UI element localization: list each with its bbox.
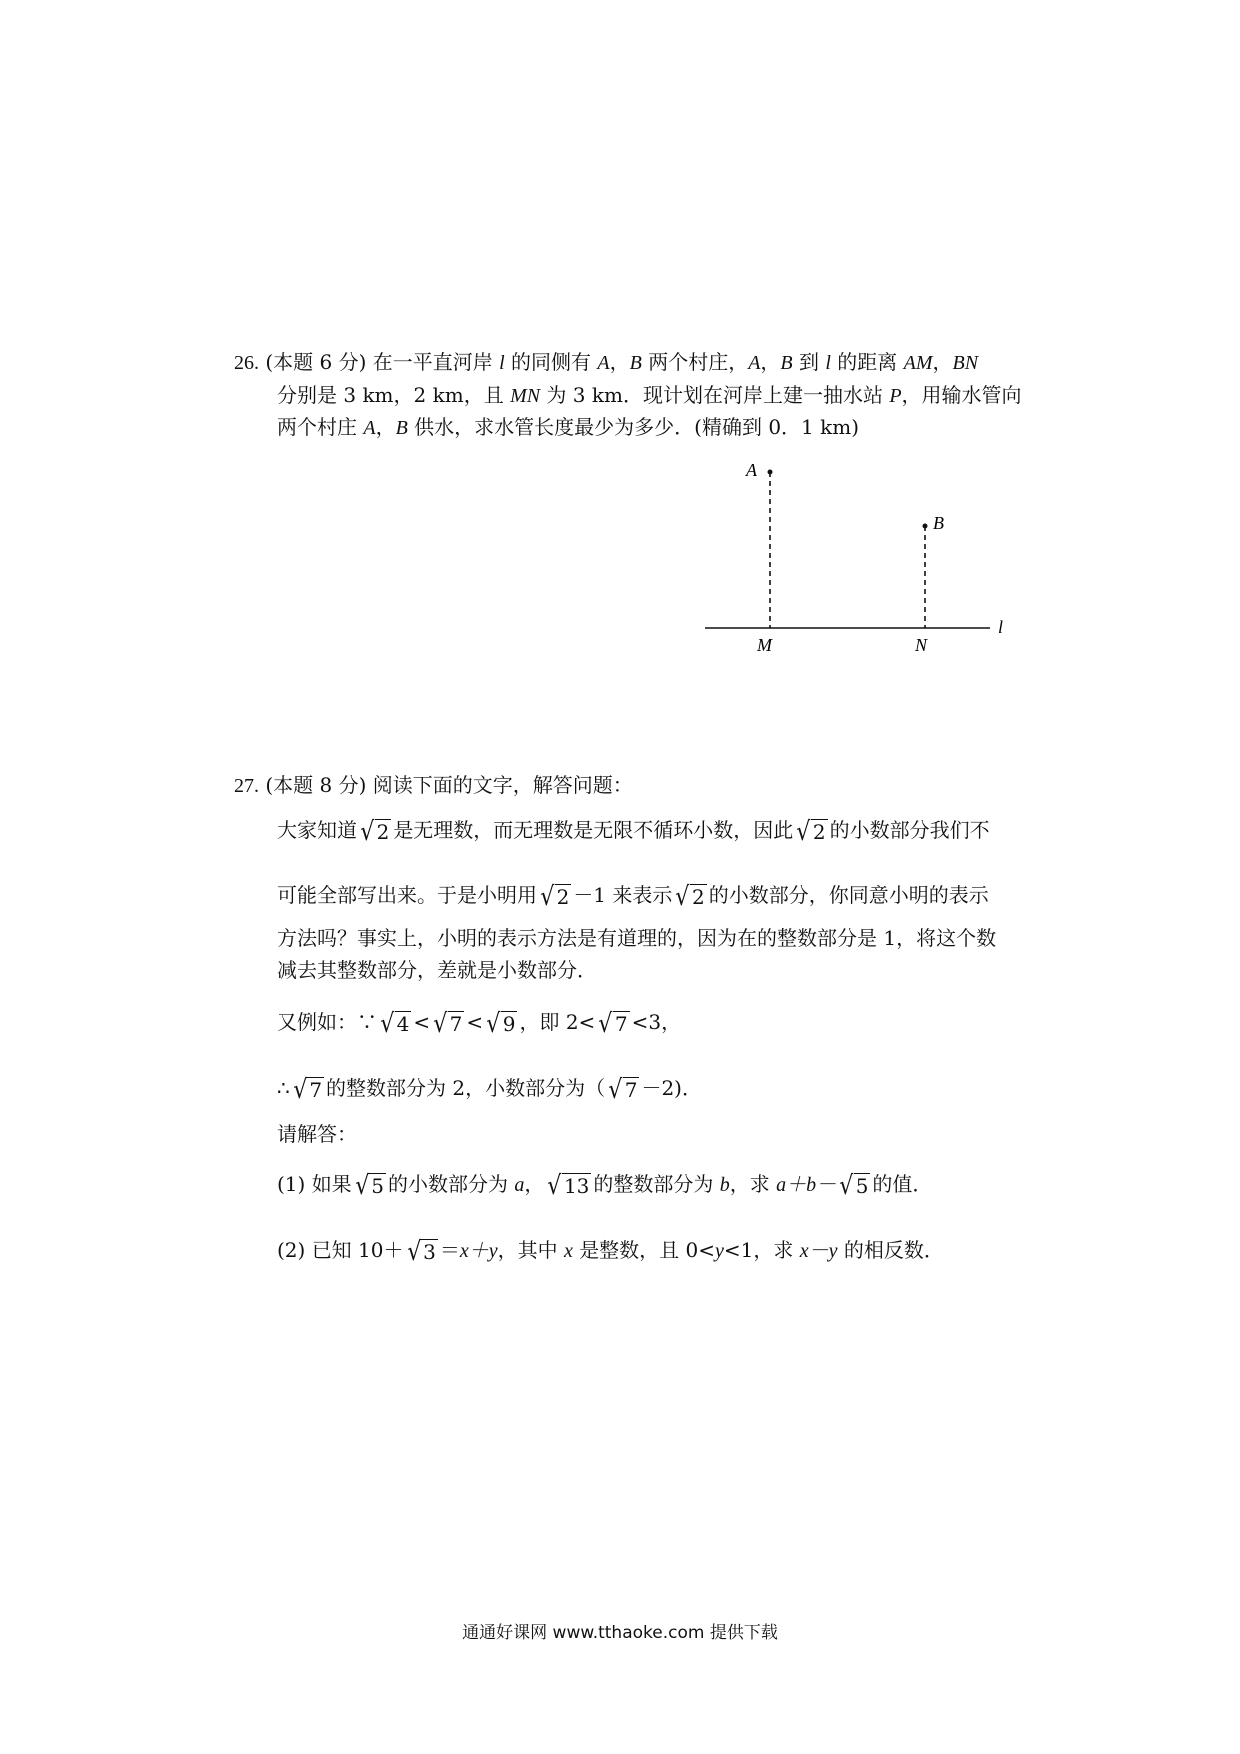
q27-text: 大家知道	[277, 818, 357, 842]
sqrt-2: √ 2	[360, 817, 390, 847]
var-a: a	[514, 1174, 525, 1196]
sqrt-5: √ 5	[839, 1171, 869, 1201]
sqrt-3: √ 3	[406, 1237, 436, 1267]
label-N: N	[915, 635, 928, 655]
q27-text: 又例如：∵	[277, 1010, 377, 1034]
radicand: 4	[396, 1012, 410, 1036]
river-figure	[690, 455, 1020, 670]
sqrt-2: √ 2	[796, 817, 826, 847]
q27-sub1	[277, 1170, 932, 1199]
q27-text: 的小数部分，你同意小明的表示	[708, 883, 989, 907]
sqrt-9: √ 9	[486, 1009, 516, 1039]
q27-ask	[277, 1120, 357, 1148]
q27-para4	[277, 956, 597, 984]
label-l: l	[998, 617, 1004, 637]
q27-text: 的小数部分我们不	[829, 818, 990, 842]
radicand: 3	[423, 1240, 436, 1264]
less-than: <	[466, 1010, 484, 1034]
expression: a＋b－	[776, 1174, 837, 1196]
q27-text: －1 来表示	[573, 883, 673, 907]
q26-text: 分别是 3 km，2 km，且	[277, 383, 504, 407]
radicand: 5	[855, 1174, 869, 1198]
q27-text: 的整数部分为 2，小数部分为（	[326, 1076, 606, 1100]
q27-text: 是整数，且 0<	[579, 1238, 716, 1262]
punct: ，	[760, 350, 781, 374]
q27-text: (2) 已知 10＋	[277, 1238, 404, 1262]
q27-example	[277, 1008, 681, 1037]
q26-text: ，用输水管向	[901, 383, 1022, 407]
q26-text: 为 3 km．现计划在河岸上建一抽水站	[546, 383, 883, 407]
q27-para3	[277, 924, 996, 952]
q27-text: 阅读下面的文字，解答问题：	[372, 773, 633, 797]
point-B	[923, 524, 928, 529]
q27-text: ，即 2<	[519, 1010, 596, 1034]
var-l: l	[499, 352, 505, 374]
q27-text: <1，求	[723, 1238, 794, 1262]
var-B: B	[629, 352, 642, 374]
point-A	[768, 470, 773, 475]
q27-text: <3，	[631, 1010, 682, 1034]
var-AM: AM	[903, 352, 933, 374]
sqrt-7: √ 7	[292, 1075, 323, 1105]
var-P: P	[889, 385, 902, 407]
var-A: A	[748, 352, 761, 374]
q27-text: 是无理数，而无理数是无限不循环小数，因此	[393, 818, 794, 842]
sqrt-7: √ 7	[433, 1009, 463, 1039]
label-M: M	[757, 635, 772, 655]
radicand: 2	[376, 820, 390, 844]
q26-text: 的距离	[837, 350, 898, 374]
q27-text: 方法吗？事实上，小明的表示方法是有道理的，因为在的整数部分是 1，将这个数	[277, 926, 997, 950]
var-y: y	[715, 1240, 724, 1262]
label-A: A	[746, 460, 757, 480]
q27-text: ，求	[729, 1172, 770, 1196]
q27-para2	[277, 881, 989, 910]
radicand: 7	[309, 1078, 323, 1102]
var-B: B	[395, 417, 408, 439]
q27-text: 的相反数．	[843, 1238, 944, 1262]
radicand: 5	[371, 1174, 384, 1198]
expression: x＋y	[459, 1240, 498, 1262]
var-A: A	[363, 417, 376, 439]
sqrt-7: √ 7	[598, 1009, 628, 1039]
q26-line3	[277, 413, 859, 442]
q27-text: 减去其整数部分，差就是小数部分．	[277, 958, 597, 982]
punct: ，	[609, 350, 630, 374]
q26-text: 两个村庄	[277, 415, 357, 439]
q27-therefore	[277, 1074, 702, 1103]
score-label: (本题 6 分)	[265, 350, 367, 374]
q26-text: 两个村庄，	[648, 350, 749, 374]
q27-para1	[277, 816, 990, 845]
radicand: 7	[449, 1012, 463, 1036]
q27-text: －2)．	[641, 1076, 702, 1100]
score-label: (本题 8 分)	[265, 773, 367, 797]
q27-text: 的整数部分为	[593, 1172, 714, 1196]
radicand: 2	[556, 885, 570, 909]
radicand: 13	[563, 1174, 590, 1198]
q27-text: ∴	[277, 1076, 290, 1100]
q26-line1	[234, 348, 978, 377]
q26-text: 到	[799, 350, 819, 374]
label-B: B	[933, 513, 944, 533]
q27-header	[234, 771, 633, 800]
var-MN: MN	[510, 385, 541, 407]
sqrt-13: √ 13	[547, 1171, 590, 1201]
q27-text: (1) 如果	[277, 1172, 352, 1196]
sqrt-2: √ 2	[540, 882, 570, 912]
q26-text: 供水，求水管长度最少为多少．(精确到 0．1 km)	[414, 415, 860, 439]
q26-text: 在一平直河岸	[372, 350, 493, 374]
q26-text: 的同侧有	[511, 350, 592, 374]
radicand: 9	[502, 1012, 516, 1036]
punct: ，	[932, 350, 953, 374]
var-A: A	[597, 352, 610, 374]
sqrt-2: √ 2	[675, 882, 705, 912]
footer-text: 通通好课网 www.tthaoke.com 提供下载	[462, 1623, 778, 1643]
q26-line2	[277, 381, 1022, 410]
punct: ，	[524, 1172, 545, 1196]
radicand: 7	[614, 1012, 628, 1036]
expression: x－y	[799, 1240, 838, 1262]
question-number: 27.	[234, 775, 259, 797]
sqrt-5: √ 5	[354, 1171, 384, 1201]
var-l: l	[825, 352, 831, 374]
var-b: b	[719, 1174, 730, 1196]
radicand: 2	[812, 820, 826, 844]
q27-sub2	[277, 1236, 944, 1265]
var-B: B	[780, 352, 793, 374]
sqrt-4: √ 4	[380, 1009, 410, 1039]
question-number: 26.	[234, 352, 259, 374]
q27-text: 请解答：	[277, 1122, 357, 1146]
q27-text: 的值．	[872, 1172, 933, 1196]
var-x: x	[563, 1240, 573, 1262]
punct: ，	[375, 415, 396, 439]
less-than: <	[413, 1010, 431, 1034]
sqrt-7: √ 7	[608, 1075, 638, 1105]
radicand: 2	[691, 885, 705, 909]
var-BN: BN	[952, 352, 979, 374]
q27-text: 可能全部写出来。于是小明用	[277, 883, 537, 907]
q27-text: ，其中	[497, 1238, 558, 1262]
q27-text: ＝	[439, 1238, 460, 1262]
radicand: 7	[624, 1078, 638, 1102]
q27-text: 的小数部分为	[388, 1172, 508, 1196]
